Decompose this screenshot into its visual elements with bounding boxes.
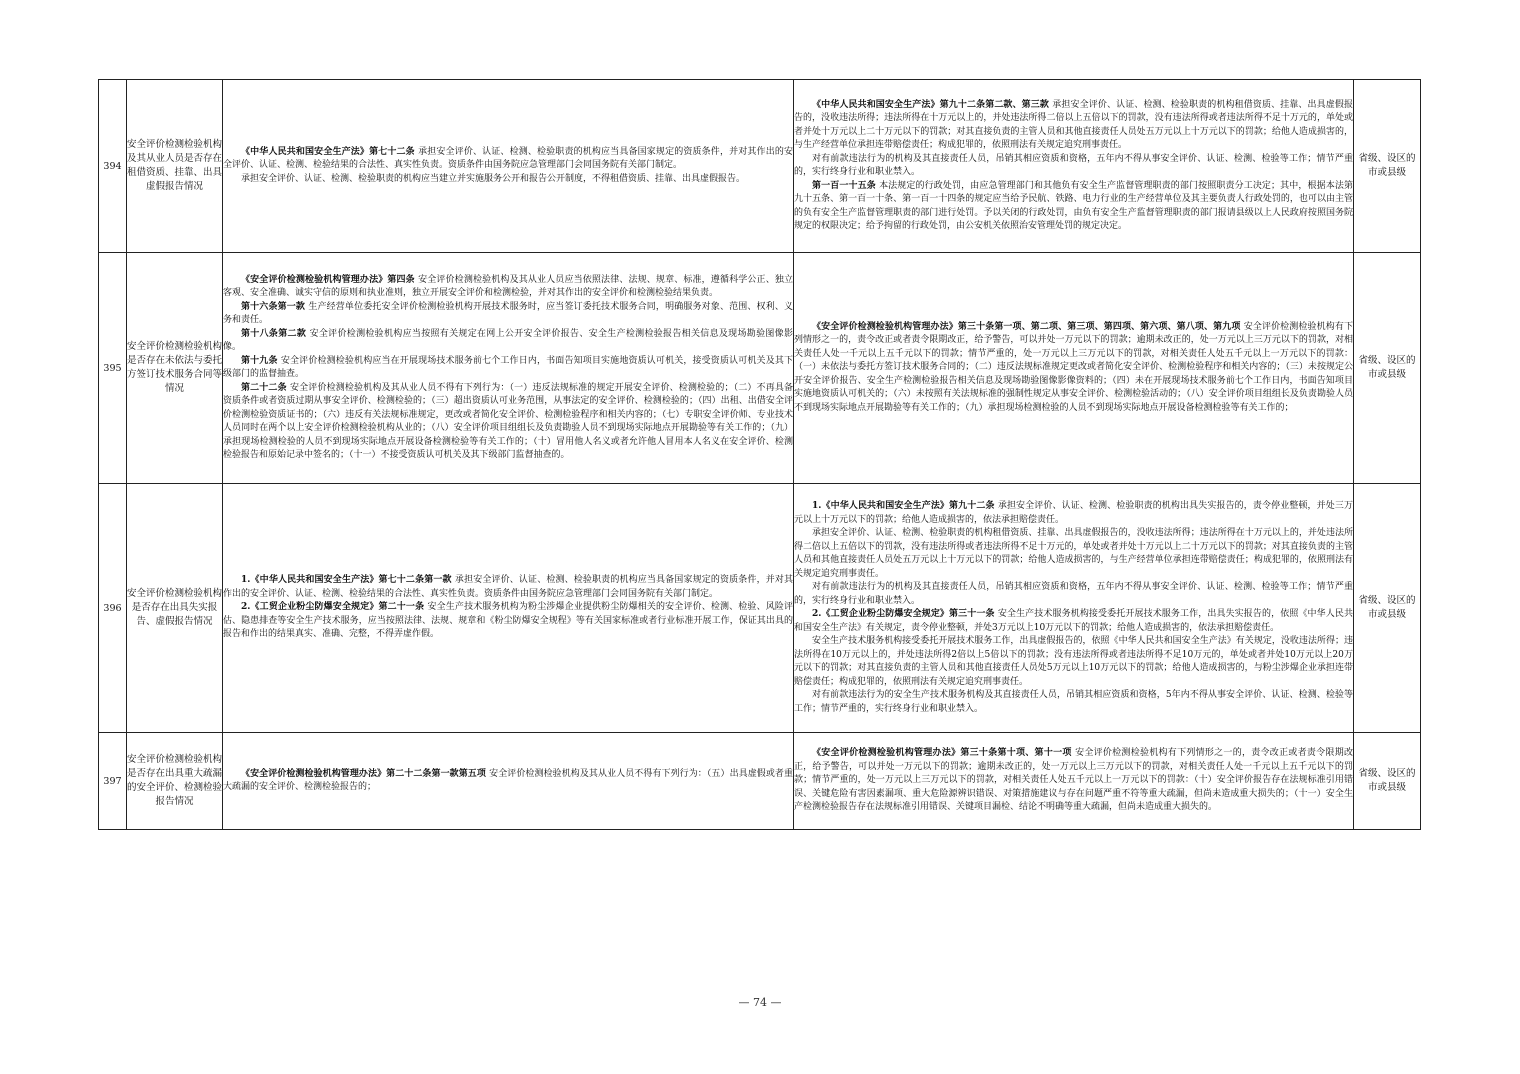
row-number: 396 xyxy=(99,484,127,733)
penalty-paragraph xyxy=(794,608,1353,635)
legal-basis-paragraph xyxy=(223,355,793,382)
enforcement-level: 省级、设区的市或县级 xyxy=(1354,80,1421,253)
article-text: 对有前款违法行为的安全生产技术服务机构及其直接责任人员，吊销其相应资质和资格，5年内不得从事安全评价、认证、检测、检验等工作；情节严重的，实行终身行业和职业禁入。 xyxy=(794,690,1353,714)
article-citation: 第一百一十五条 xyxy=(812,180,880,191)
article-text: 对有前款违法行为的机构及其直接责任人员，吊销其相应资质和资格，五年内不得从事安全评价、认证、检测、检验等工作；情节严重的，实行终身行业和职业禁入。 xyxy=(794,153,1353,177)
page-number: — 74 — xyxy=(738,996,782,1009)
inspection-item: 安全评价检测检验机构是否存在出具失实报告、虚假报告情况 xyxy=(127,484,223,733)
article-text: 安全评价检测检验机构及其从业人员应当依照法律、法规、规章、标准，遵循科学公正、独立客观、安全准确、诚实守信的原则和执业准则，独立开展安全评价和检测检验，并对其作出的安全评价和检测检验结果负责。 xyxy=(223,274,793,298)
legal-basis-paragraph xyxy=(223,274,793,301)
article-citation: 《安全评价检测检验机构管理办法》第三十条第十项、第十一项 xyxy=(812,748,1076,759)
legal-basis-paragraph xyxy=(223,768,793,795)
article-text: 安全评价检测检验机构有下列情形之一的，责令改正或者责令限期改正，给予警告，可以并处一万元以下的罚款；逾期未改正的，处一万元以上三万元以下的罚款，对相关责任人处一千元以上五千元以下的罚款；情节严重的，处一万元以上三万元以下的罚款，对相关责任人处五千元以上一万元以下的罚款：（一）未依法与委托方签订技术服务合同的；（二）违反法规标准规定更改或者简化安全评价、检测检验程序和相关内容的；（三）未按规定公开安全评价报告、安全生产检测检验报告相关信息及现场勘验图像影像资料的；（四）未在开展现场技术服务前七个工作日内，书面告知项目实施地资质认可机关的；（六）未按照有关法规标准的强制性规定从事安全评价、检测检验活动的；（八）安全评价项目组组长及负责勘验人员不到现场实际地点开展勘验等有关工作的；（九）承担现场检测检验的人员不到现场实际地点开展设备检测检验等有关工作的； xyxy=(794,321,1353,413)
row-number: 394 xyxy=(99,80,127,253)
article-text: 承担安全评价、认证、检测、检验职责的机构租借资质、挂靠、出具虚假报告的，没收违法所得；违法所得在十万元以上的，并处违法所得二倍以上五倍以下的罚款，没有违法所得或者违法所得不足十万元的，单处或者并处十万元以上二十万元以下的罚款；对其直接负责的主管人员和其他直接责任人员处五万元以上十万元以下的罚款；给他人造成损害的，与生产经营单位承担连带赔偿责任；构成犯罪的，依照刑法有关规定追究刑事责任。 xyxy=(794,528,1353,579)
penalty-paragraph xyxy=(794,321,1353,416)
penalty-paragraph xyxy=(794,153,1353,180)
article-text: 安全评价检测检验机构应当按照有关规定在网上公开安全评价报告、安全生产检测检验报告相关信息及现场勘验图像影像。 xyxy=(223,328,793,352)
article-citation: 2.《工贸企业粉尘防爆安全规定》第二十一条 xyxy=(241,602,428,613)
penalty-paragraph xyxy=(794,689,1353,716)
article-text: 安全评价检测检验机构有下列情形之一的，责令改正或者责令限期改正，给予警告，可以并处一万元以下的罚款；逾期未改正的，处一万元以上三万元以下的罚款，对相关责任人处一千元以上五千元以下的罚款；情节严重的，处一万元以上三万元以下的罚款，对相关责任人处五千元以上一万元以下的罚款：（十）安全评价报告存在法规标准引用错误、关键危险有害因素漏项、重大危险源辨识错误、对策措施建议与存在问题严重不符等重大疏漏，但尚未造成重大损失的；（十一）安全生产检测检验报告存在法规标准引用错误、关键项目漏检、结论不明确等重大疏漏，但尚未造成重大损失的。 xyxy=(794,748,1353,813)
legal-basis-cell xyxy=(223,733,794,830)
table-row xyxy=(99,253,1421,484)
article-citation: 1.《中华人民共和国安全生产法》第七十二条第一款 xyxy=(241,575,455,586)
legal-basis-cell xyxy=(223,253,794,484)
penalty-paragraph xyxy=(794,747,1353,815)
article-text: 安全生产技术服务机构为粉尘涉爆企业提供粉尘防爆相关的安全评价、检测、检验、风险评估、隐患排查等安全生产技术服务，应当按照法律、法规、规章和《粉尘防爆安全规程》等有关国家标准或者行业标准开展工作，保证其出具的报告和作出的结果真实、准确、完整，不得弄虚作假。 xyxy=(223,602,793,640)
legal-basis-paragraph xyxy=(223,574,793,601)
row-number: 397 xyxy=(99,733,127,830)
penalty-basis-cell xyxy=(794,253,1354,484)
article-citation: 《中华人民共和国安全生产法》第七十二条 xyxy=(241,146,419,157)
row-number: 395 xyxy=(99,253,127,484)
legal-basis-paragraph xyxy=(223,382,793,463)
regulation-table xyxy=(98,79,1421,830)
legal-basis-paragraph xyxy=(223,146,793,173)
legal-basis-paragraph xyxy=(223,328,793,355)
legal-basis-paragraph xyxy=(223,601,793,642)
penalty-basis-cell xyxy=(794,484,1354,733)
legal-basis-cell xyxy=(223,80,794,253)
penalty-paragraph xyxy=(794,581,1353,608)
table-row xyxy=(99,484,1421,733)
article-text: 安全生产技术服务机构接受委托开展技术服务工作，出具虚假报告的，依照《中华人民共和国安全生产法》有关规定，没收违法所得；违法所得在10万元以上的，并处违法所得2倍以上5倍以下的罚款；没有违法所得或者违法所得不足10万元的，单处或者并处10万元以上20万元以下的罚款；对其直接负责的主管人员和其他直接责任人员处5万元以上10万元以下的罚款；给他人造成损害的，与粉尘涉爆企业承担连带赔偿责任；构成犯罪的，依照刑法有关规定追究刑事责任。 xyxy=(794,636,1353,687)
enforcement-level: 省级、设区的市或县级 xyxy=(1354,484,1421,733)
article-citation: 第十八条第二款 xyxy=(241,328,310,339)
article-text: 安全评价检测检验机构及其从业人员不得有下列行为：（一）违反法规标准的规定开展安全评价、检测检验的；（二）不再具备资质条件或者资质过期从事安全评价、检测检验的；（三）超出资质认可业务范围，从事法定的安全评价、检测检验的；（四）出租、出借安全评价检测检验资质证书的；（六）违反有关法规标准规定，更改或者简化安全评价、检测检验程序和相关内容的；（七）专职安全评价师、专业技术人员同时在两个以上安全评价检测检验机构从业的；（八）安全评价项目组组长及负责勘验人员不到现场实际地点开展勘验等有关工作的；（九）承担现场检测检验的人员不到现场实际地点开展设备检测检验等有关工作的；（十）冒用他人名义或者允许他人冒用本人名义在安全评价、检测检验报告和原始记录中签名的；（十一）不接受资质认可机关及其下级部门监督抽查的。 xyxy=(223,382,793,460)
article-text: 安全评价检测检验机构应当在开展现场技术服务前七个工作日内，书面告知项目实施地资质认可机关，接受资质认可机关及其下级部门的监督抽查。 xyxy=(223,355,793,379)
penalty-paragraph xyxy=(794,500,1353,527)
article-citation: 《安全评价检测检验机构管理办法》第四条 xyxy=(241,274,419,285)
inspection-item: 安全评价检测检验机构是否存在出具重大疏漏的安全评价、检测检验报告情况 xyxy=(127,733,223,830)
article-text: 承担安全评价、认证、检测、检验职责的机构租借资质、挂靠、出具虚假报告的，没收违法所得；违法所得在十万元以上的，并处违法所得二倍以上五倍以下的罚款，没有违法所得或者违法所得不足十万元的，单处或者并处十万元以上二十万元以下的罚款；对其直接负责的主管人员和其他直接责任人员处五万元以上十万元以下的罚款；给他人造成损害的，与生产经营单位承担连带赔偿责任；构成犯罪的，依照刑法有关规定追究刑事责任。 xyxy=(794,99,1353,150)
article-text: 安全生产技术服务机构接受委托开展技术服务工作，出具失实报告的，依照《中华人民共和国安全生产法》有关规定，责令停业整顿，并处3万元以上10万元以下的罚款；给他人造成损害的，依法承担赔偿责任。 xyxy=(794,609,1353,633)
table-row xyxy=(99,733,1421,830)
legal-basis-paragraph xyxy=(223,301,793,328)
article-citation: 《安全评价检测检验机构管理办法》第三十条第一项、第二项、第三项、第四项、第六项、第八项、第九项 xyxy=(812,321,1244,332)
penalty-paragraph xyxy=(794,180,1353,234)
article-text: 承担安全评价、认证、检测、检验职责的机构应当建立并实施服务公开和报告公开制度，不得租借资质、挂靠、出具虚假报告。 xyxy=(241,173,746,184)
penalty-paragraph xyxy=(794,527,1353,581)
article-text: 安全评价检测检验机构及其从业人员不得有下列行为：（五）出具虚假或者重大疏漏的安全评价、检测检验报告的； xyxy=(223,768,793,792)
penalty-basis-cell xyxy=(794,80,1354,253)
article-text: 本法规定的行政处罚，由应急管理部门和其他负有安全生产监督管理职责的部门按照职责分工决定；其中，根据本法第九十五条、第一百一十条、第一百一十四条的规定应当给予民航、铁路、电力行业的生产经营单位及其主要负责人行政处罚的，也可以由主管的负有安全生产监督管理职责的部门进行处罚。予以关闭的行政处罚，由负有安全生产监督管理职责的部门报请县级以上人民政府按照国务院规定的权限决定；给予拘留的行政处罚，由公安机关依照治安管理处罚的规定决定。 xyxy=(794,180,1353,231)
legal-basis-cell xyxy=(223,484,794,733)
article-text: 对有前款违法行为的机构及其直接责任人员，吊销其相应资质和资格，五年内不得从事安全评价、认证、检测、检验等工作；情节严重的，实行终身行业和职业禁入。 xyxy=(794,582,1353,606)
inspection-item: 安全评价检测检验机构是否存在未依法与委托方签订技术服务合同等情况 xyxy=(127,253,223,484)
penalty-paragraph xyxy=(794,99,1353,153)
table-row xyxy=(99,80,1421,253)
penalty-paragraph xyxy=(794,635,1353,689)
penalty-basis-cell xyxy=(794,733,1354,830)
article-citation: 《中华人民共和国安全生产法》第九十二条第二款、第三款 xyxy=(812,99,1053,110)
article-citation: 第十九条 xyxy=(241,355,281,366)
article-text: 生产经营单位委托安全评价检测检验机构开展技术服务时，应当签订委托技术服务合同，明确服务对象、范围、权利、义务和责任。 xyxy=(223,301,793,325)
article-citation: 《安全评价检测检验机构管理办法》第二十二条第一款第五项 xyxy=(241,768,490,779)
inspection-item: 安全评价检测检验机构及其从业人员是否存在租借资质、挂靠、出具虚假报告情况 xyxy=(127,80,223,253)
article-citation: 1.《中华人民共和国安全生产法》第九十二条 xyxy=(812,501,998,511)
enforcement-level: 省级、设区的市或县级 xyxy=(1354,253,1421,484)
article-text: 承担安全评价、认证、检测、检验职责的机构应当具备国家规定的资质条件，并对其作出的安全评价、认证、检测、检验结果的合法性、真实性负责。资质条件由国务院应急管理部门会同国务院有关部门制定。 xyxy=(223,146,793,171)
article-text: 承担安全评价、认证、检测、检验职责的机构应当具备国家规定的资质条件，并对其作出的安全评价、认证、检测、检验结果的合法性、真实性负责。资质条件由国务院应急管理部门会同国务院有关部门制定。 xyxy=(223,575,793,599)
enforcement-level: 省级、设区的市或县级 xyxy=(1354,733,1421,830)
article-citation: 第二十二条 xyxy=(241,382,291,393)
article-citation: 2.《工贸企业粉尘防爆安全规定》第三十一条 xyxy=(812,609,998,619)
article-citation: 第十六条第一款 xyxy=(241,301,309,312)
legal-basis-paragraph xyxy=(223,173,793,187)
article-text: 承担安全评价、认证、检测、检验职责的机构出具失实报告的，责令停业整顿，并处三万元以上十万元以下的罚款；给他人造成损害的，依法承担赔偿责任。 xyxy=(794,501,1353,525)
